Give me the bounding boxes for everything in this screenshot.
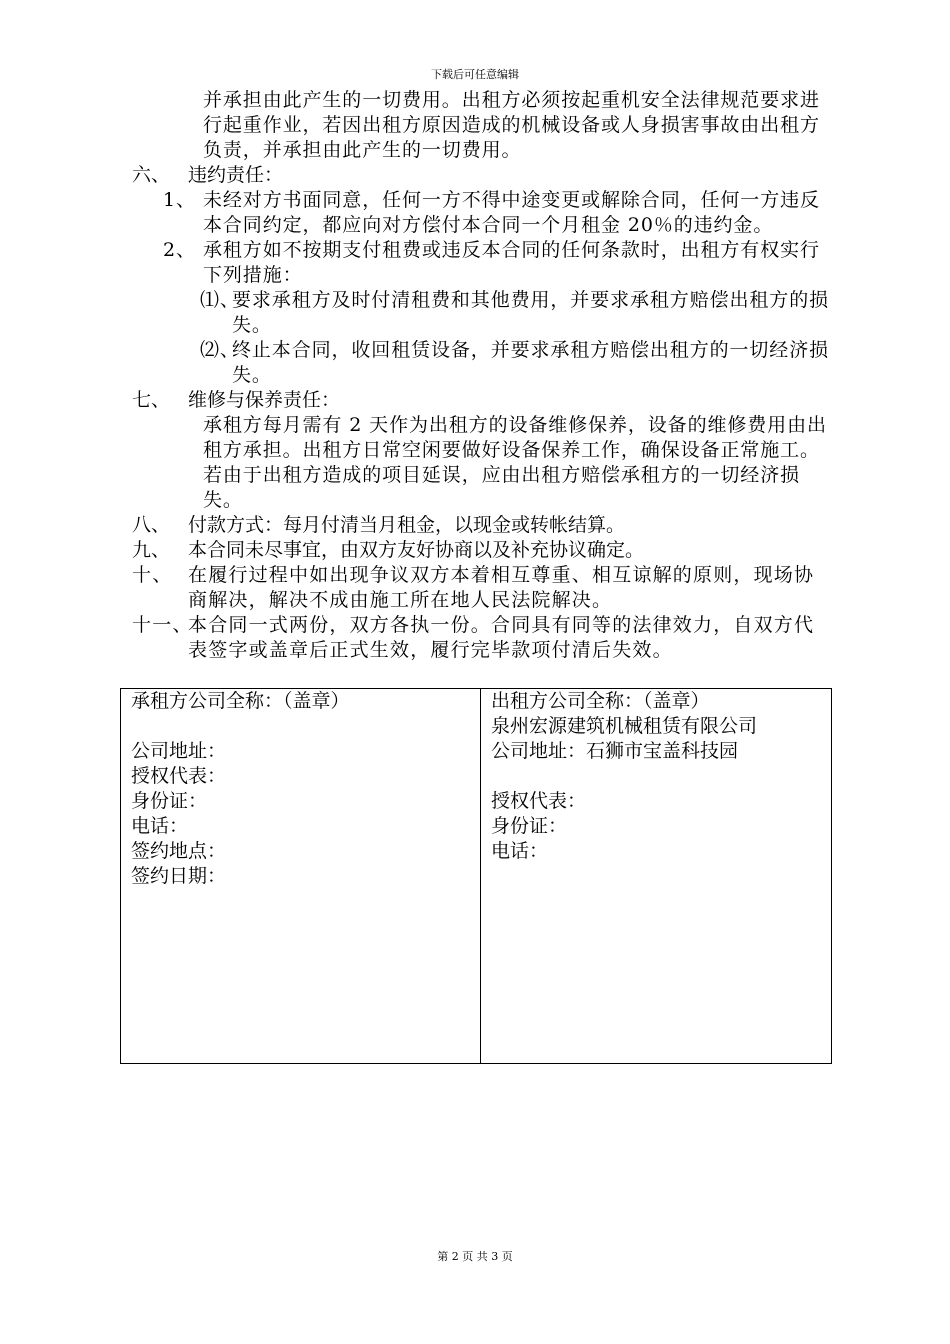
lessee-representative: 授权代表： xyxy=(131,765,227,787)
lessor-phone: 电话： xyxy=(491,840,549,862)
clause-six-item-2-sub-2: ⑵、 终止本合同，收回租赁设备，并要求承租方赔偿出租方的一切经济损失。 xyxy=(200,339,830,386)
contract-body xyxy=(0,88,950,663)
clause-six-item-2-sub-1: ⑴、 要求承租方及时付清租费和其他费用，并要求承租方赔偿出租方的损失。 xyxy=(200,289,830,336)
clause-five-continued: 并承担由此产生的一切费用。出租方必须按起重机安全法律规范要求进行起重作业，若因出租方原因造成的机械设备或人身损害事故由出租方负责，并承担由此产生的一切费用。 xyxy=(203,89,820,161)
lessee-company-name: 承租方公司全称：（盖章） xyxy=(131,690,350,712)
lessee-address: 公司地址： xyxy=(131,740,227,762)
lessee-sign-date: 签约日期： xyxy=(131,865,227,887)
signature-table xyxy=(120,688,832,1064)
clause-seven-text: 承租方每月需有 2 天作为出租方的设备维修保养，设备的维修费用由出租方承担。出租方日常空闲要做好设备保养工作，确保设备正常施工。若由于出租方造成的项目延误，应由出租方赔偿承租方的一切经济损失。 xyxy=(203,414,827,511)
page-header: 下载后可任意编辑 xyxy=(431,68,519,81)
lessor-id: 身份证： xyxy=(491,815,568,837)
clause-six-item-2: 2、 承租方如不按期支付租费或违反本合同的任何条款时，出租方有权实行下列措施： xyxy=(163,239,820,286)
lessor-representative: 授权代表： xyxy=(491,790,587,812)
lessor-address: 公司地址：石狮市宝盖科技园 xyxy=(491,740,739,762)
clause-ten: 十、 在履行过程中如出现争议双方本着相互尊重、相互谅解的原则，现场协商解决，解决不成由施工所在地人民法院解决。 xyxy=(132,564,815,611)
lessee-signature-cell xyxy=(121,689,481,1063)
lessor-company-name: 泉州宏源建筑机械租赁有限公司 xyxy=(491,715,758,737)
clause-eleven: 十一、 本合同一式两份，双方各执一份。合同具有同等的法律效力，自双方代表签字或盖章后正式生效，履行完毕款项付清后失效。 xyxy=(132,614,815,661)
clause-six-item-1: 1、 未经对方书面同意，任何一方不得中途变更或解除合同，任何一方违反本合同约定，都应向对方偿付本合同一个月租金 20％的违约金。 xyxy=(163,189,820,236)
lessee-id: 身份证： xyxy=(131,790,208,812)
lessor-company-label: 出租方公司全称：（盖章） xyxy=(491,690,710,712)
lessor-blank-line xyxy=(491,764,831,789)
clause-eight: 八、 付款方式：每月付清当月租金，以现金或转帐结算。 xyxy=(132,514,626,536)
clause-nine: 九、 本合同未尽事宜，由双方友好协商以及补充协议确定。 xyxy=(132,539,645,561)
page-footer: 第 2 页 共 3 页 xyxy=(437,1250,513,1263)
lessee-phone: 电话： xyxy=(131,815,189,837)
lessee-blank-line xyxy=(131,714,480,739)
lessee-sign-place: 签约地点： xyxy=(131,840,227,862)
clause-seven-heading: 七、 维修与保养责任： xyxy=(132,389,341,411)
clause-six-heading: 六、 违约责任： xyxy=(132,164,284,186)
lessor-signature-cell xyxy=(481,689,831,1063)
